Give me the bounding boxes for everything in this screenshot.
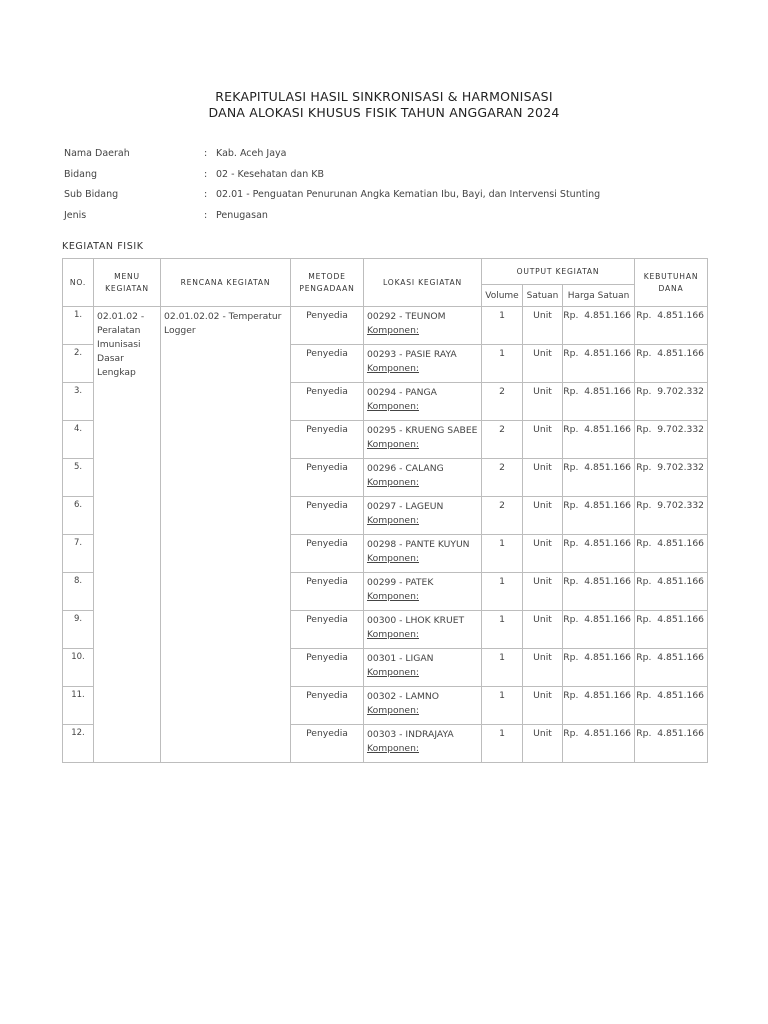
kebutuhan-value: 4.851.166 <box>657 728 705 739</box>
cell-no: 3. <box>63 383 94 421</box>
cell-metode: Penyedia <box>291 611 364 649</box>
lokasi-name: 00297 - LAGEUN <box>367 501 444 512</box>
cell-volume: 1 <box>482 535 523 573</box>
cell-harga-satuan <box>563 611 635 649</box>
currency-prefix: Rp. <box>636 728 652 739</box>
info-label: Nama Daerah <box>64 148 130 159</box>
cell-kebutuhan-dana <box>635 687 708 725</box>
komponen-link[interactable]: Komponen: <box>367 363 419 374</box>
currency-prefix: Rp. <box>563 348 579 359</box>
harga-value: 4.851.166 <box>584 538 632 549</box>
currency-prefix: Rp. <box>636 576 652 587</box>
harga-value: 4.851.166 <box>584 424 632 435</box>
cell-lokasi <box>364 421 482 459</box>
cell-harga-satuan <box>563 687 635 725</box>
lokasi-name: 00294 - PANGA <box>367 387 437 398</box>
header-volume: Volume <box>482 285 523 307</box>
cell-lokasi <box>364 687 482 725</box>
cell-kebutuhan-dana <box>635 383 708 421</box>
cell-metode: Penyedia <box>291 345 364 383</box>
harga-value: 4.851.166 <box>584 386 632 397</box>
info-value: Kab. Aceh Jaya <box>216 148 287 159</box>
komponen-link[interactable]: Komponen: <box>367 401 419 412</box>
cell-lokasi <box>364 573 482 611</box>
kebutuhan-value: 4.851.166 <box>657 310 705 321</box>
currency-prefix: Rp. <box>636 462 652 473</box>
currency-prefix: Rp. <box>563 462 579 473</box>
cell-menu-kegiatan: 02.01.02 - Peralatan Imunisasi Dasar Lengkap <box>94 307 161 763</box>
cell-volume: 1 <box>482 307 523 345</box>
komponen-link[interactable]: Komponen: <box>367 325 419 336</box>
lokasi-name: 00299 - PATEK <box>367 577 434 588</box>
kebutuhan-value: 4.851.166 <box>657 576 705 587</box>
currency-prefix: Rp. <box>636 500 652 511</box>
komponen-link[interactable]: Komponen: <box>367 515 419 526</box>
currency-prefix: Rp. <box>563 690 579 701</box>
table-body <box>63 307 708 763</box>
cell-kebutuhan-dana <box>635 535 708 573</box>
cell-lokasi <box>364 459 482 497</box>
cell-metode: Penyedia <box>291 725 364 763</box>
cell-satuan: Unit <box>523 573 563 611</box>
cell-satuan: Unit <box>523 649 563 687</box>
lokasi-name: 00301 - LIGAN <box>367 653 434 664</box>
komponen-link[interactable]: Komponen: <box>367 743 419 754</box>
info-separator: : <box>204 209 208 221</box>
harga-value: 4.851.166 <box>584 728 632 739</box>
cell-volume: 1 <box>482 611 523 649</box>
title-line-2: DANA ALOKASI KHUSUS FISIK TAHUN ANGGARAN 2024 <box>208 105 560 120</box>
lokasi-name: 00303 - INDRAJAYA <box>367 729 454 740</box>
header-no: NO. <box>63 259 94 307</box>
lokasi-name: 00302 - LAMNO <box>367 691 440 702</box>
cell-lokasi <box>364 535 482 573</box>
cell-metode: Penyedia <box>291 383 364 421</box>
cell-metode: Penyedia <box>291 535 364 573</box>
info-value: Penugasan <box>216 209 268 221</box>
header-harga-satuan: Harga Satuan <box>563 285 635 307</box>
info-value: 02.01 - Penguatan Penurunan Angka Kematian Ibu, Bayi, dan Intervensi Stunting <box>216 189 601 200</box>
kebutuhan-value: 9.702.332 <box>657 462 705 473</box>
cell-satuan: Unit <box>523 307 563 345</box>
komponen-link[interactable]: Komponen: <box>367 553 419 564</box>
header-output-kegiatan: OUTPUT KEGIATAN <box>482 259 635 285</box>
komponen-link[interactable]: Komponen: <box>367 705 419 716</box>
currency-prefix: Rp. <box>563 576 579 587</box>
cell-satuan: Unit <box>523 687 563 725</box>
cell-harga-satuan <box>563 459 635 497</box>
currency-prefix: Rp. <box>636 424 652 435</box>
cell-kebutuhan-dana <box>635 573 708 611</box>
cell-metode: Penyedia <box>291 573 364 611</box>
cell-kebutuhan-dana <box>635 421 708 459</box>
cell-satuan: Unit <box>523 497 563 535</box>
cell-no: 4. <box>63 421 94 459</box>
currency-prefix: Rp. <box>563 652 579 663</box>
cell-no: 2. <box>63 345 94 383</box>
header-rencana-kegiatan: RENCANA KEGIATAN <box>161 259 291 307</box>
cell-lokasi <box>364 307 482 345</box>
cell-volume: 2 <box>482 383 523 421</box>
harga-value: 4.851.166 <box>584 690 632 701</box>
info-value: 02 - Kesehatan dan KB <box>216 168 325 180</box>
komponen-link[interactable]: Komponen: <box>367 629 419 640</box>
cell-harga-satuan <box>563 421 635 459</box>
info-label: Sub Bidang <box>64 189 119 200</box>
cell-no: 10. <box>63 649 94 687</box>
cell-lokasi <box>364 497 482 535</box>
cell-no: 12. <box>63 725 94 763</box>
cell-no: 11. <box>63 687 94 725</box>
cell-volume: 1 <box>482 725 523 763</box>
info-separator: : <box>204 189 208 200</box>
harga-value: 4.851.166 <box>584 310 632 321</box>
lokasi-name: 00298 - PANTE KUYUN <box>367 539 470 550</box>
harga-value: 4.851.166 <box>584 652 632 663</box>
harga-value: 4.851.166 <box>584 500 632 511</box>
kebutuhan-value: 4.851.166 <box>657 690 705 701</box>
cell-lokasi <box>364 725 482 763</box>
cell-no: 9. <box>63 611 94 649</box>
lokasi-name: 00295 - KRUENG SABEE <box>367 425 478 436</box>
currency-prefix: Rp. <box>563 310 579 321</box>
section-title: KEGIATAN FISIK <box>62 241 144 252</box>
kebutuhan-value: 9.702.332 <box>657 424 705 435</box>
currency-prefix: Rp. <box>636 310 652 321</box>
cell-lokasi <box>364 649 482 687</box>
header-kebutuhan-dana: KEBUTUHAN DANA <box>635 259 708 307</box>
cell-no: 5. <box>63 459 94 497</box>
cell-metode: Penyedia <box>291 649 364 687</box>
currency-prefix: Rp. <box>636 614 652 625</box>
header-satuan: Satuan <box>523 285 563 307</box>
kegiatan-table <box>62 258 708 763</box>
currency-prefix: Rp. <box>563 386 579 397</box>
lokasi-name: 00292 - TEUNOM <box>367 311 446 322</box>
cell-kebutuhan-dana <box>635 497 708 535</box>
document-title <box>0 89 768 121</box>
kebutuhan-value: 4.851.166 <box>657 538 705 549</box>
cell-satuan: Unit <box>523 611 563 649</box>
komponen-link[interactable]: Komponen: <box>367 439 419 450</box>
header-menu-kegiatan: MENU KEGIATAN <box>94 259 161 307</box>
cell-kebutuhan-dana <box>635 611 708 649</box>
kebutuhan-value: 4.851.166 <box>657 652 705 663</box>
harga-value: 4.851.166 <box>584 614 632 625</box>
info-label: Jenis <box>64 209 87 221</box>
cell-satuan: Unit <box>523 383 563 421</box>
cell-kebutuhan-dana <box>635 307 708 345</box>
currency-prefix: Rp. <box>636 690 652 701</box>
lokasi-name: 00300 - LHOK KRUET <box>367 615 465 626</box>
cell-satuan: Unit <box>523 535 563 573</box>
harga-value: 4.851.166 <box>584 462 632 473</box>
cell-kebutuhan-dana <box>635 345 708 383</box>
cell-no: 8. <box>63 573 94 611</box>
cell-volume: 2 <box>482 459 523 497</box>
currency-prefix: Rp. <box>563 728 579 739</box>
title-line-1: REKAPITULASI HASIL SINKRONISASI & HARMONISASI <box>215 89 553 104</box>
kebutuhan-value: 4.851.166 <box>657 348 705 359</box>
cell-volume: 1 <box>482 649 523 687</box>
komponen-link[interactable]: Komponen: <box>367 591 419 602</box>
currency-prefix: Rp. <box>636 348 652 359</box>
cell-harga-satuan <box>563 573 635 611</box>
currency-prefix: Rp. <box>563 614 579 625</box>
cell-volume: 2 <box>482 497 523 535</box>
cell-harga-satuan <box>563 345 635 383</box>
currency-prefix: Rp. <box>563 538 579 549</box>
cell-volume: 1 <box>482 687 523 725</box>
cell-metode: Penyedia <box>291 687 364 725</box>
cell-harga-satuan <box>563 383 635 421</box>
cell-harga-satuan <box>563 725 635 763</box>
cell-harga-satuan <box>563 307 635 345</box>
currency-prefix: Rp. <box>636 652 652 663</box>
harga-value: 4.851.166 <box>584 348 632 359</box>
cell-metode: Penyedia <box>291 497 364 535</box>
komponen-link[interactable]: Komponen: <box>367 477 419 488</box>
cell-rencana-kegiatan: 02.01.02.02 - Temperatur Logger <box>161 307 291 763</box>
currency-prefix: Rp. <box>563 424 579 435</box>
cell-no: 7. <box>63 535 94 573</box>
cell-no: 1. <box>63 307 94 345</box>
cell-kebutuhan-dana <box>635 459 708 497</box>
kebutuhan-value: 4.851.166 <box>657 614 705 625</box>
info-label: Bidang <box>64 168 98 180</box>
kebutuhan-value: 9.702.332 <box>657 386 705 397</box>
cell-metode: Penyedia <box>291 421 364 459</box>
cell-lokasi <box>364 345 482 383</box>
table-header-row <box>63 259 708 285</box>
cell-volume: 1 <box>482 573 523 611</box>
cell-kebutuhan-dana <box>635 725 708 763</box>
cell-kebutuhan-dana <box>635 649 708 687</box>
lokasi-name: 00293 - PASIE RAYA <box>367 349 457 360</box>
cell-no: 6. <box>63 497 94 535</box>
harga-value: 4.851.166 <box>584 576 632 587</box>
cell-harga-satuan <box>563 497 635 535</box>
cell-lokasi <box>364 611 482 649</box>
cell-metode: Penyedia <box>291 459 364 497</box>
cell-metode: Penyedia <box>291 307 364 345</box>
currency-prefix: Rp. <box>636 538 652 549</box>
cell-satuan: Unit <box>523 725 563 763</box>
cell-satuan: Unit <box>523 459 563 497</box>
info-separator: : <box>204 148 208 159</box>
cell-lokasi <box>364 383 482 421</box>
cell-harga-satuan <box>563 649 635 687</box>
komponen-link[interactable]: Komponen: <box>367 667 419 678</box>
kebutuhan-value: 9.702.332 <box>657 500 705 511</box>
currency-prefix: Rp. <box>563 500 579 511</box>
lokasi-name: 00296 - CALANG <box>367 463 444 474</box>
cell-satuan: Unit <box>523 345 563 383</box>
header-metode-pengadaan: METODE PENGADAAN <box>291 259 364 307</box>
header-lokasi-kegiatan: LOKASI KEGIATAN <box>364 259 482 307</box>
cell-harga-satuan <box>563 535 635 573</box>
cell-satuan: Unit <box>523 421 563 459</box>
currency-prefix: Rp. <box>636 386 652 397</box>
cell-volume: 1 <box>482 345 523 383</box>
cell-volume: 2 <box>482 421 523 459</box>
info-separator: : <box>204 168 208 180</box>
table-row <box>63 307 708 345</box>
